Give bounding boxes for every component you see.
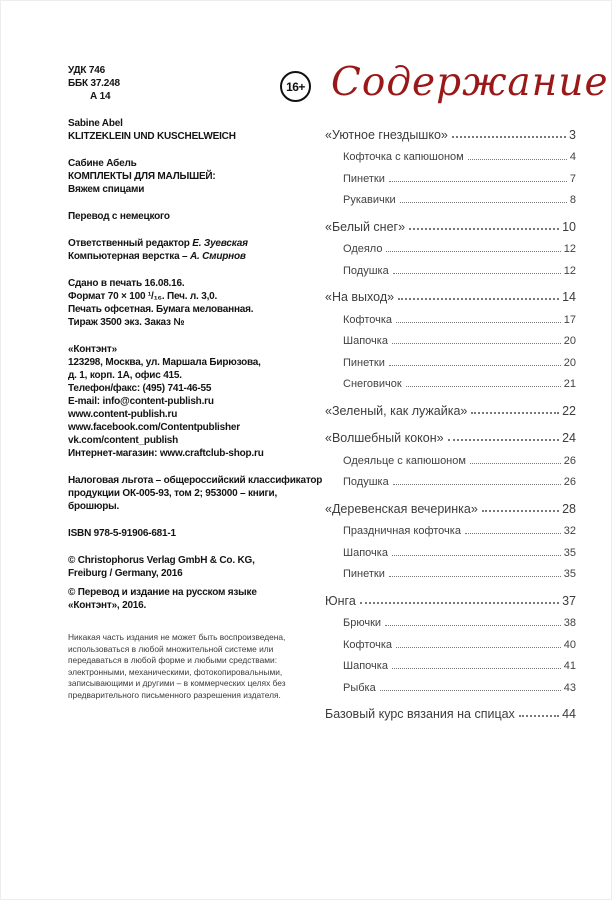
toc-entry-page: 35	[563, 568, 576, 580]
toc-leader-dots	[406, 386, 561, 387]
toc-entry-title: Шапочка	[343, 660, 388, 672]
editor-line: Ответственный редактор Е. Зуевская	[68, 238, 248, 249]
print-info-block: Сдано в печать 16.08.16. Формат 70 × 100 ¹/₁₆. Печ. л. 3,0. Печать офсетная. Бумага мелованная. Тираж 3500 экз. Заказ №	[68, 278, 254, 328]
toc-entry-title: «Зеленый, как лужайка»	[325, 403, 468, 418]
toc-entry-title: «На выход»	[325, 290, 395, 304]
toc-leader-dots	[393, 484, 561, 485]
publisher-site: www.content-publish.ru	[68, 409, 178, 420]
toc-entry	[325, 257, 576, 279]
toc-leader-dots	[400, 202, 567, 203]
toc-entry-page: 44	[562, 707, 576, 721]
toc-entry-title: «Белый снег»	[325, 219, 406, 234]
toc-entry	[325, 631, 576, 653]
toc-entry-title: Рыбка	[343, 681, 376, 694]
udk-line: УДК 746	[68, 65, 106, 76]
toc-leader-dots	[519, 715, 559, 717]
toc-entry	[325, 561, 576, 583]
toc-entry	[325, 398, 576, 420]
toc-entry	[325, 187, 576, 209]
toc-entry	[325, 328, 576, 350]
copyright-russian: © Перевод и издание на русском языке «Контэнт», 2016.	[68, 587, 257, 611]
toc-entry-page: 35	[563, 546, 576, 559]
toc-entry	[325, 653, 576, 675]
toc-section	[325, 122, 576, 208]
toc-entry-title: Одеяльце с капюшоном	[343, 454, 466, 467]
toc-entry	[325, 285, 576, 307]
toc-entry-title: Базовый курс вязания на спицах	[325, 707, 515, 721]
toc-entry-page: 17	[563, 313, 576, 326]
publisher-block: «Контэнт» 123298, Москва, ул. Маршала Бирюзова, д. 1, корп. 1А, офис 415. Телефон/факс: (495) 741-46-55 E-mail: info@content-publish.ru www.content-publish.ru www.facebook.com/Contentpublisher vk.com/content_publish Интернет-магазин: www.craftclub-shop.ru	[68, 343, 313, 460]
toc-leader-dots	[409, 228, 559, 230]
toc-section	[325, 496, 576, 582]
toc-entry-title: Кофточка	[343, 313, 393, 326]
tax-block: Налоговая льгота – общероссийский классификатор продукции ОК-005-93, том 2; 953000 – книги, брошюры.	[68, 475, 323, 512]
age-rating-badge: 16+	[280, 71, 311, 102]
copyright-original: © Christophorus Verlag GmbH & Co. KG, Freiburg / Germany, 2016	[68, 555, 255, 579]
toc-entry-title: Пинетки	[343, 356, 385, 369]
toc-entry-title: Брючки	[343, 617, 382, 629]
toc-section	[325, 702, 576, 724]
toc-entry-page: 22	[562, 403, 576, 418]
toc-entry	[325, 469, 576, 491]
toc-entry-title: Подушка	[343, 476, 389, 488]
toc-section	[325, 426, 576, 491]
author-code-line: А 14	[90, 91, 111, 102]
toc-leader-dots	[398, 298, 559, 300]
toc-leader-dots	[389, 576, 561, 577]
toc-entry-page: 12	[563, 264, 576, 277]
toc-entry	[325, 349, 576, 371]
toc-section	[325, 214, 576, 279]
publisher-vk: vk.com/content_publish	[68, 435, 179, 446]
toc-entry-page: 40	[563, 638, 576, 651]
toc-entry	[325, 236, 576, 258]
toc-leader-dots	[392, 668, 561, 669]
russian-title-line2: Вяжем спицами	[68, 184, 145, 195]
toc-entry	[325, 447, 576, 469]
toc-leader-dots	[393, 273, 561, 274]
toc-entry-page: 20	[563, 335, 576, 347]
contents-header	[268, 60, 609, 118]
toc-entry-page: 37	[562, 593, 576, 608]
toc-entry-title: Рукавички	[343, 194, 396, 206]
toc-entry-title: Пинетки	[343, 568, 385, 580]
bbk-line: ББК 37.248	[68, 78, 120, 89]
toc-entry-page: 28	[562, 501, 576, 516]
toc-leader-dots	[392, 555, 561, 556]
russian-title-line1: КОМПЛЕКТЫ ДЛЯ МАЛЫШЕЙ:	[68, 171, 216, 182]
toc-entry-page: 10	[562, 219, 576, 234]
toc-entry-title: Одеяло	[343, 243, 383, 255]
toc-entry-page: 12	[563, 243, 576, 255]
toc-entry-page: 21	[563, 378, 576, 390]
publisher-facebook: www.facebook.com/Contentpublisher	[68, 422, 240, 433]
publisher-email: E-mail: info@content-publish.ru	[68, 396, 214, 407]
toc-entry-title: Снеговичок	[343, 378, 402, 390]
page-title: Содержание	[331, 60, 609, 105]
toc-entry	[325, 122, 576, 144]
toc-entry-title: Праздничная кофточка	[343, 525, 461, 537]
toc	[268, 122, 576, 723]
publisher-shop: Интернет-магазин: www.craftclub-shop.ru	[68, 448, 264, 459]
editor-name: Е. Зуевская	[192, 238, 248, 249]
toc-entry-title: «Деревенская вечеринка»	[325, 501, 478, 516]
isbn-line: ISBN 978-5-91906-681-1	[68, 528, 176, 539]
toc-entry	[325, 518, 576, 540]
toc-entry-page: 32	[563, 525, 576, 537]
toc-leader-dots	[465, 533, 561, 534]
toc-leader-dots	[452, 136, 566, 138]
toc-leader-dots	[482, 510, 559, 512]
toc-entry-page: 24	[562, 431, 576, 445]
layout-line: Компьютерная верстка – А. Смирнов	[68, 251, 246, 262]
toc-entry-page: 41	[563, 660, 576, 672]
contents-column	[268, 60, 609, 723]
toc-section	[325, 398, 576, 420]
toc-entry-page: 26	[563, 454, 576, 467]
toc-entry-page: 7	[569, 172, 576, 185]
toc-entry	[325, 496, 576, 518]
toc-entry	[325, 144, 576, 166]
toc-entry	[325, 674, 576, 696]
toc-leader-dots	[380, 690, 561, 691]
toc-entry-page: 4	[569, 151, 576, 163]
toc-leader-dots	[468, 159, 567, 160]
toc-entry-page: 38	[563, 617, 576, 629]
toc-leader-dots	[389, 181, 567, 182]
toc-entry-page: 3	[569, 127, 576, 142]
toc-entry-title: «Уютное гнездышко»	[325, 127, 448, 142]
toc-entry-title: Юнга	[325, 593, 356, 608]
toc-leader-dots	[470, 463, 561, 464]
translation-note: Перевод с немецкого	[68, 211, 170, 222]
toc-entry-title: Подушка	[343, 264, 389, 277]
toc-section	[325, 588, 576, 696]
toc-entry-title: Шапочка	[343, 335, 388, 347]
toc-entry-page: 14	[562, 290, 576, 304]
toc-entry-title: Пинетки	[343, 172, 385, 185]
toc-entry	[325, 539, 576, 561]
toc-leader-dots	[396, 322, 561, 323]
toc-entry	[325, 426, 576, 448]
legal-notice: Никакая часть издания не может быть воспроизведена, использоваться в любой множительной системе или передаваться в любой форме и любыми средствами: электронными, механическими, фотокопировальными, записывающими и другими – в коммерческих целях без предварительного письменного разрешения издателя.	[68, 632, 286, 700]
toc-entry	[325, 214, 576, 236]
toc-leader-dots	[396, 647, 561, 648]
toc-entry-title: Шапочка	[343, 546, 388, 559]
toc-entry-page: 20	[563, 356, 576, 369]
publisher-name: «Контэнт»	[68, 344, 117, 355]
toc-entry	[325, 702, 576, 724]
toc-entry-page: 43	[563, 681, 576, 694]
toc-entry-title: Кофточка с капюшоном	[343, 151, 464, 163]
toc-leader-dots	[389, 365, 561, 366]
toc-entry	[325, 165, 576, 187]
toc-entry	[325, 306, 576, 328]
toc-entry-title: «Волшебный кокон»	[325, 431, 444, 445]
toc-leader-dots	[392, 343, 561, 344]
russian-author: Сабине Абель	[68, 158, 137, 169]
toc-leader-dots	[385, 625, 561, 626]
publisher-phone: Телефон/факс: (495) 741-46-55	[68, 383, 212, 394]
toc-leader-dots	[471, 412, 559, 414]
toc-entry-title: Кофточка	[343, 638, 393, 651]
original-title: KLITZEKLEIN UND KUSCHELWEICH	[68, 131, 236, 142]
toc-leader-dots	[360, 602, 559, 604]
toc-entry-page: 8	[569, 194, 576, 206]
toc-entry	[325, 610, 576, 632]
layout-name: А. Смирнов	[189, 251, 246, 262]
toc-section	[325, 285, 576, 393]
toc-entry	[325, 588, 576, 610]
original-author: Sabine Abel	[68, 118, 123, 129]
toc-entry-page: 26	[563, 476, 576, 488]
toc-leader-dots	[448, 439, 560, 441]
toc-entry	[325, 371, 576, 393]
toc-leader-dots	[386, 251, 560, 252]
